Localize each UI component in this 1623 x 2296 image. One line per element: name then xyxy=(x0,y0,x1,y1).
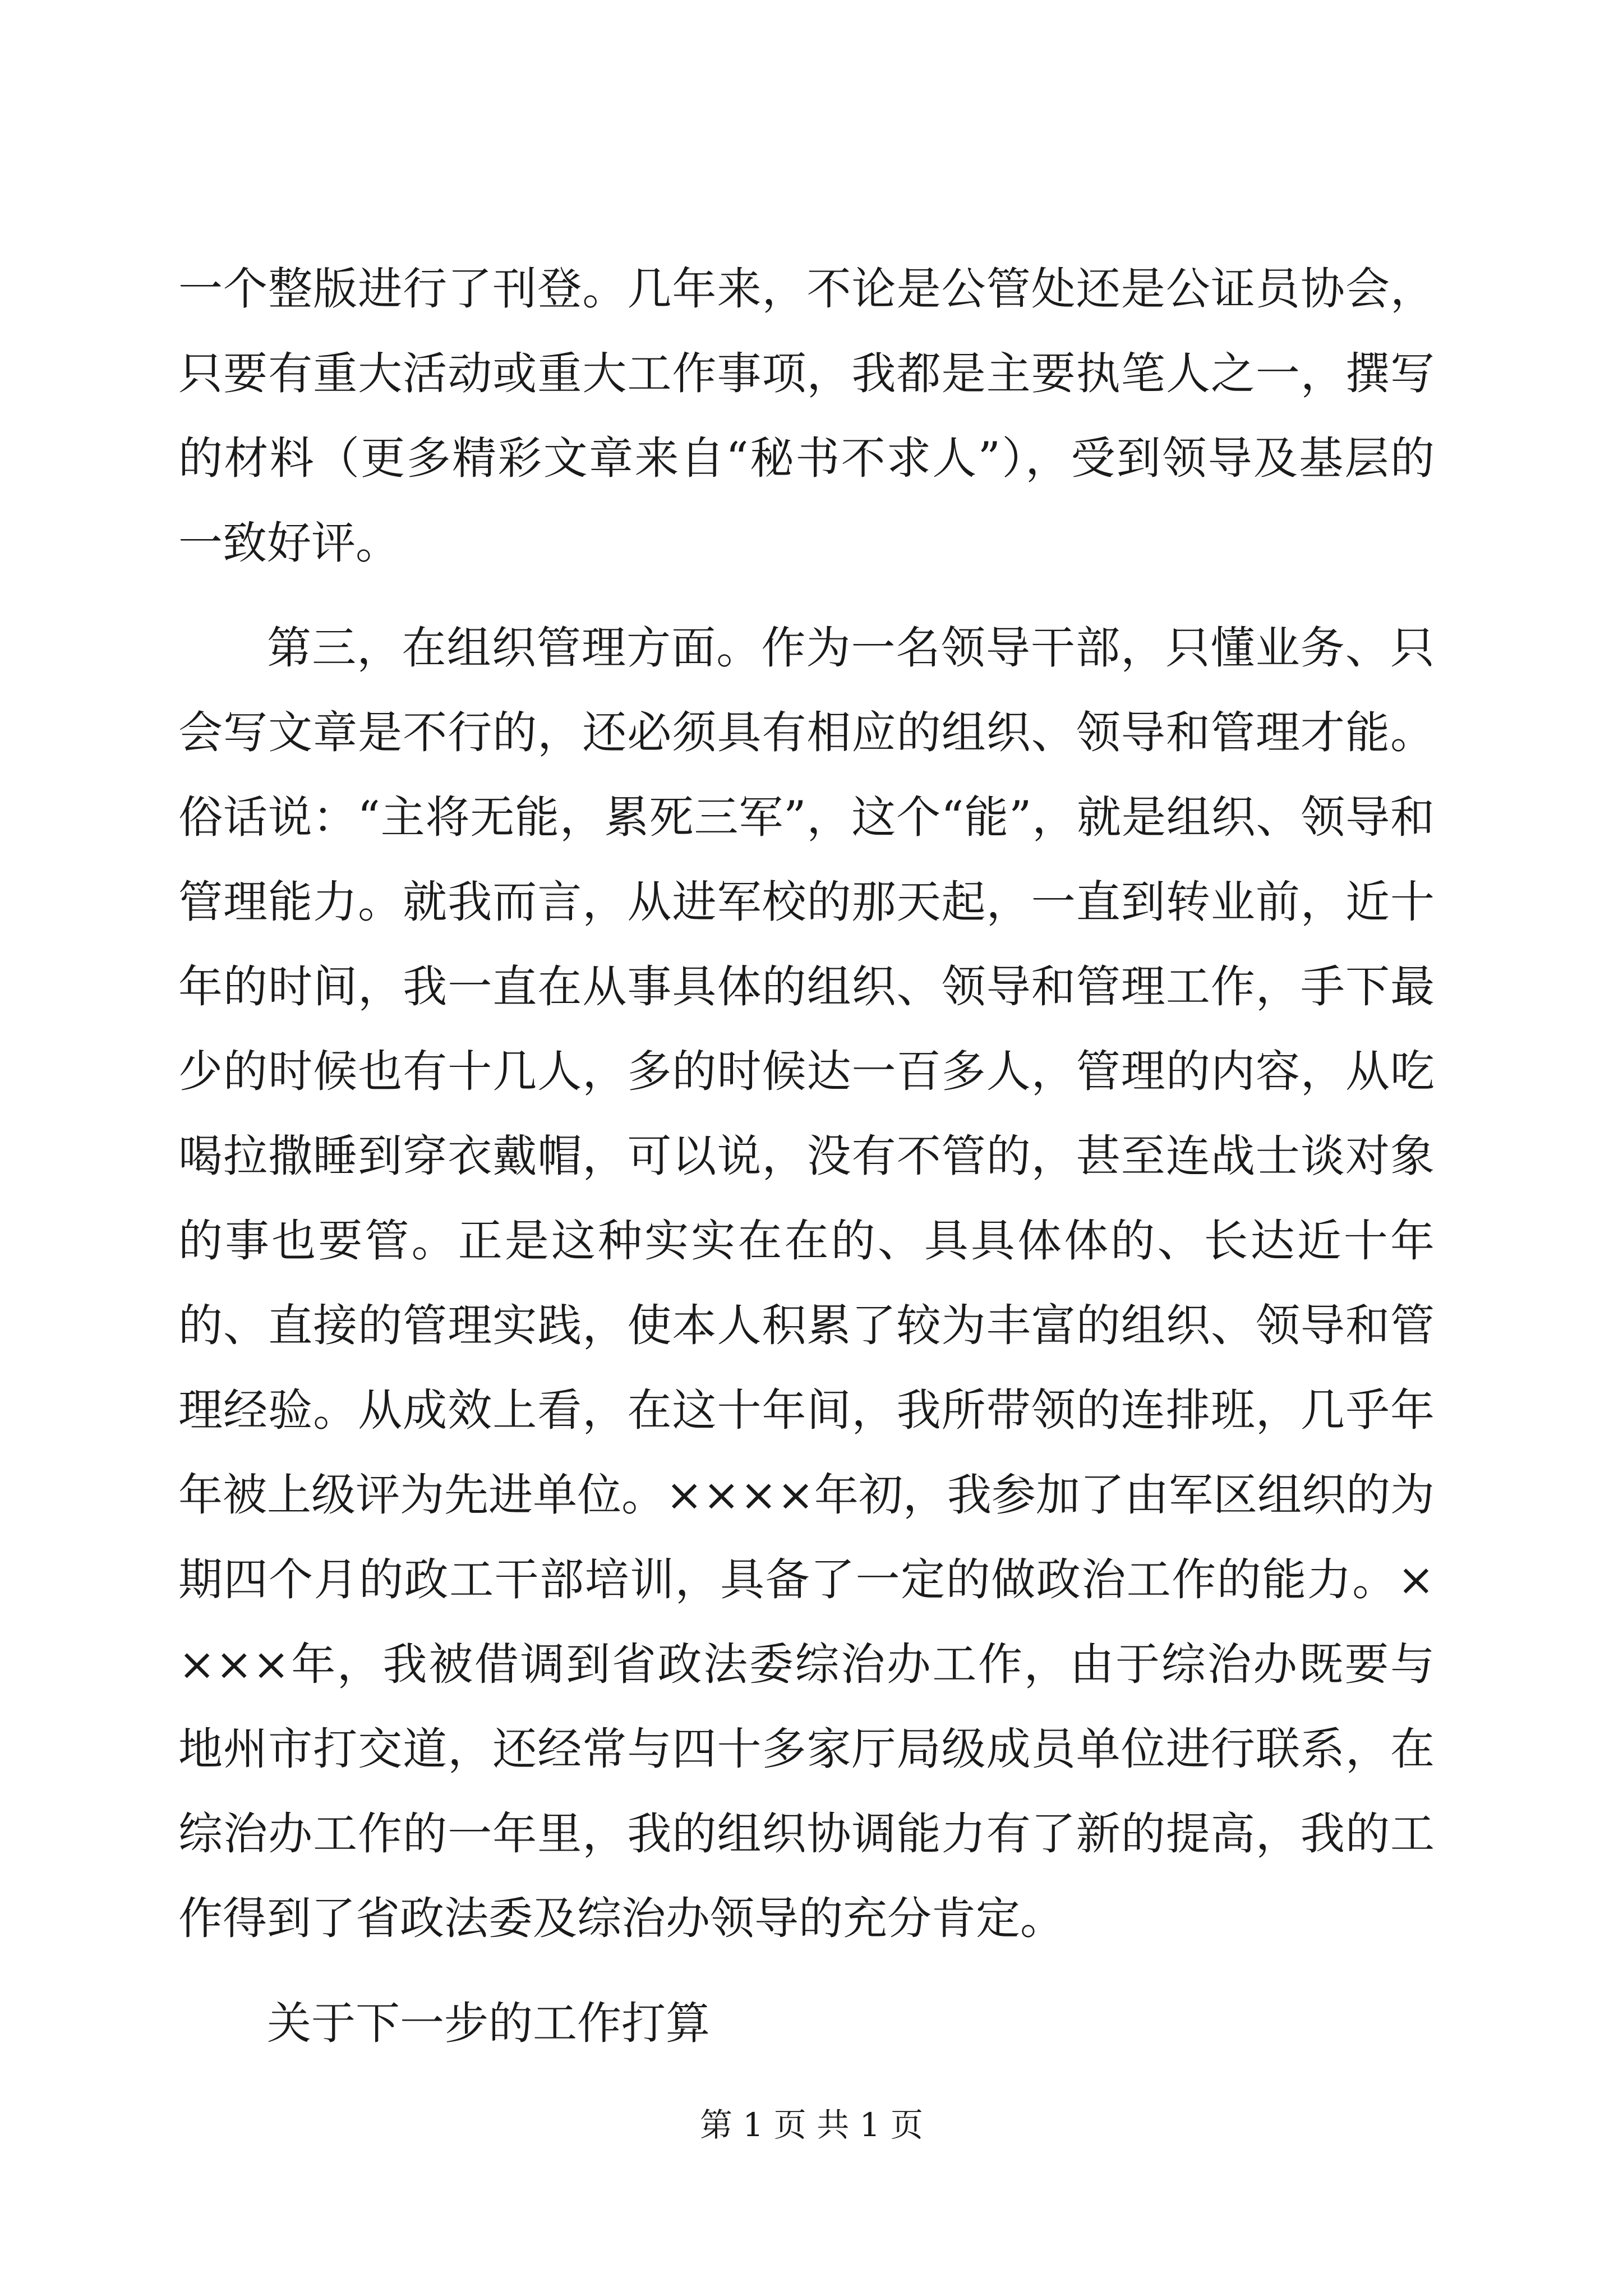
paragraph-continuation: 一个整版进行了刊登。几年来，不论是公管处还是公证员协会，只要有重大活动或重大工作事项，我都是主要执笔人之一，撰写的材料（更多精彩文章来自“秘书不求人”），受到领导及基层的一致好评。 xyxy=(178,263,1435,569)
section-heading-next-steps: 关于下一步的工作打算 xyxy=(267,1998,710,2049)
document-body xyxy=(178,247,1435,2086)
paragraph-organization-management: 第三，在组织管理方面。作为一名领导干部，只懂业务、只会写文章是不行的，还必须具有相应的组织、领导和管理才能。俗话说：“主将无能，累死三军”，这个“能”，就是组织、领导和管理能力。就我而言，从进军校的那天起，一直到转业前，近十年的时间，我一直在从事具体的组织、领导和管理工作，手下最少的时候也有十几人，多的时候达一百多人，管理的内容，从吃喝拉撒睡到穿衣戴帽，可以说，没有不管的，甚至连战士谈对象的事也要管。正是这种实实在在的、具具体体的、长达近十年的、直接的管理实践，使本人积累了较为丰富的组织、领导和管理经验。从成效上看，在这十年间，我所带领的连排班，几乎年年被上级评为先进单位。××××年初，我参加了由军区组织的为期四个月的政工干部培训，具备了一定的做政治工作的能力。××××年，我被借调到省政法委综治办工作，由于综治办既要与地州市打交道，还经常与四十多家厅局级成员单位进行联系，在综治办工作的一年里，我的组织协调能力有了新的提高，我的工作得到了省政法委及综治办领导的充分肯定。 xyxy=(178,622,1435,1944)
page-number-indicator: 第 1 页 共 1 页 xyxy=(700,2106,923,2144)
page-footer xyxy=(0,2102,1623,2147)
